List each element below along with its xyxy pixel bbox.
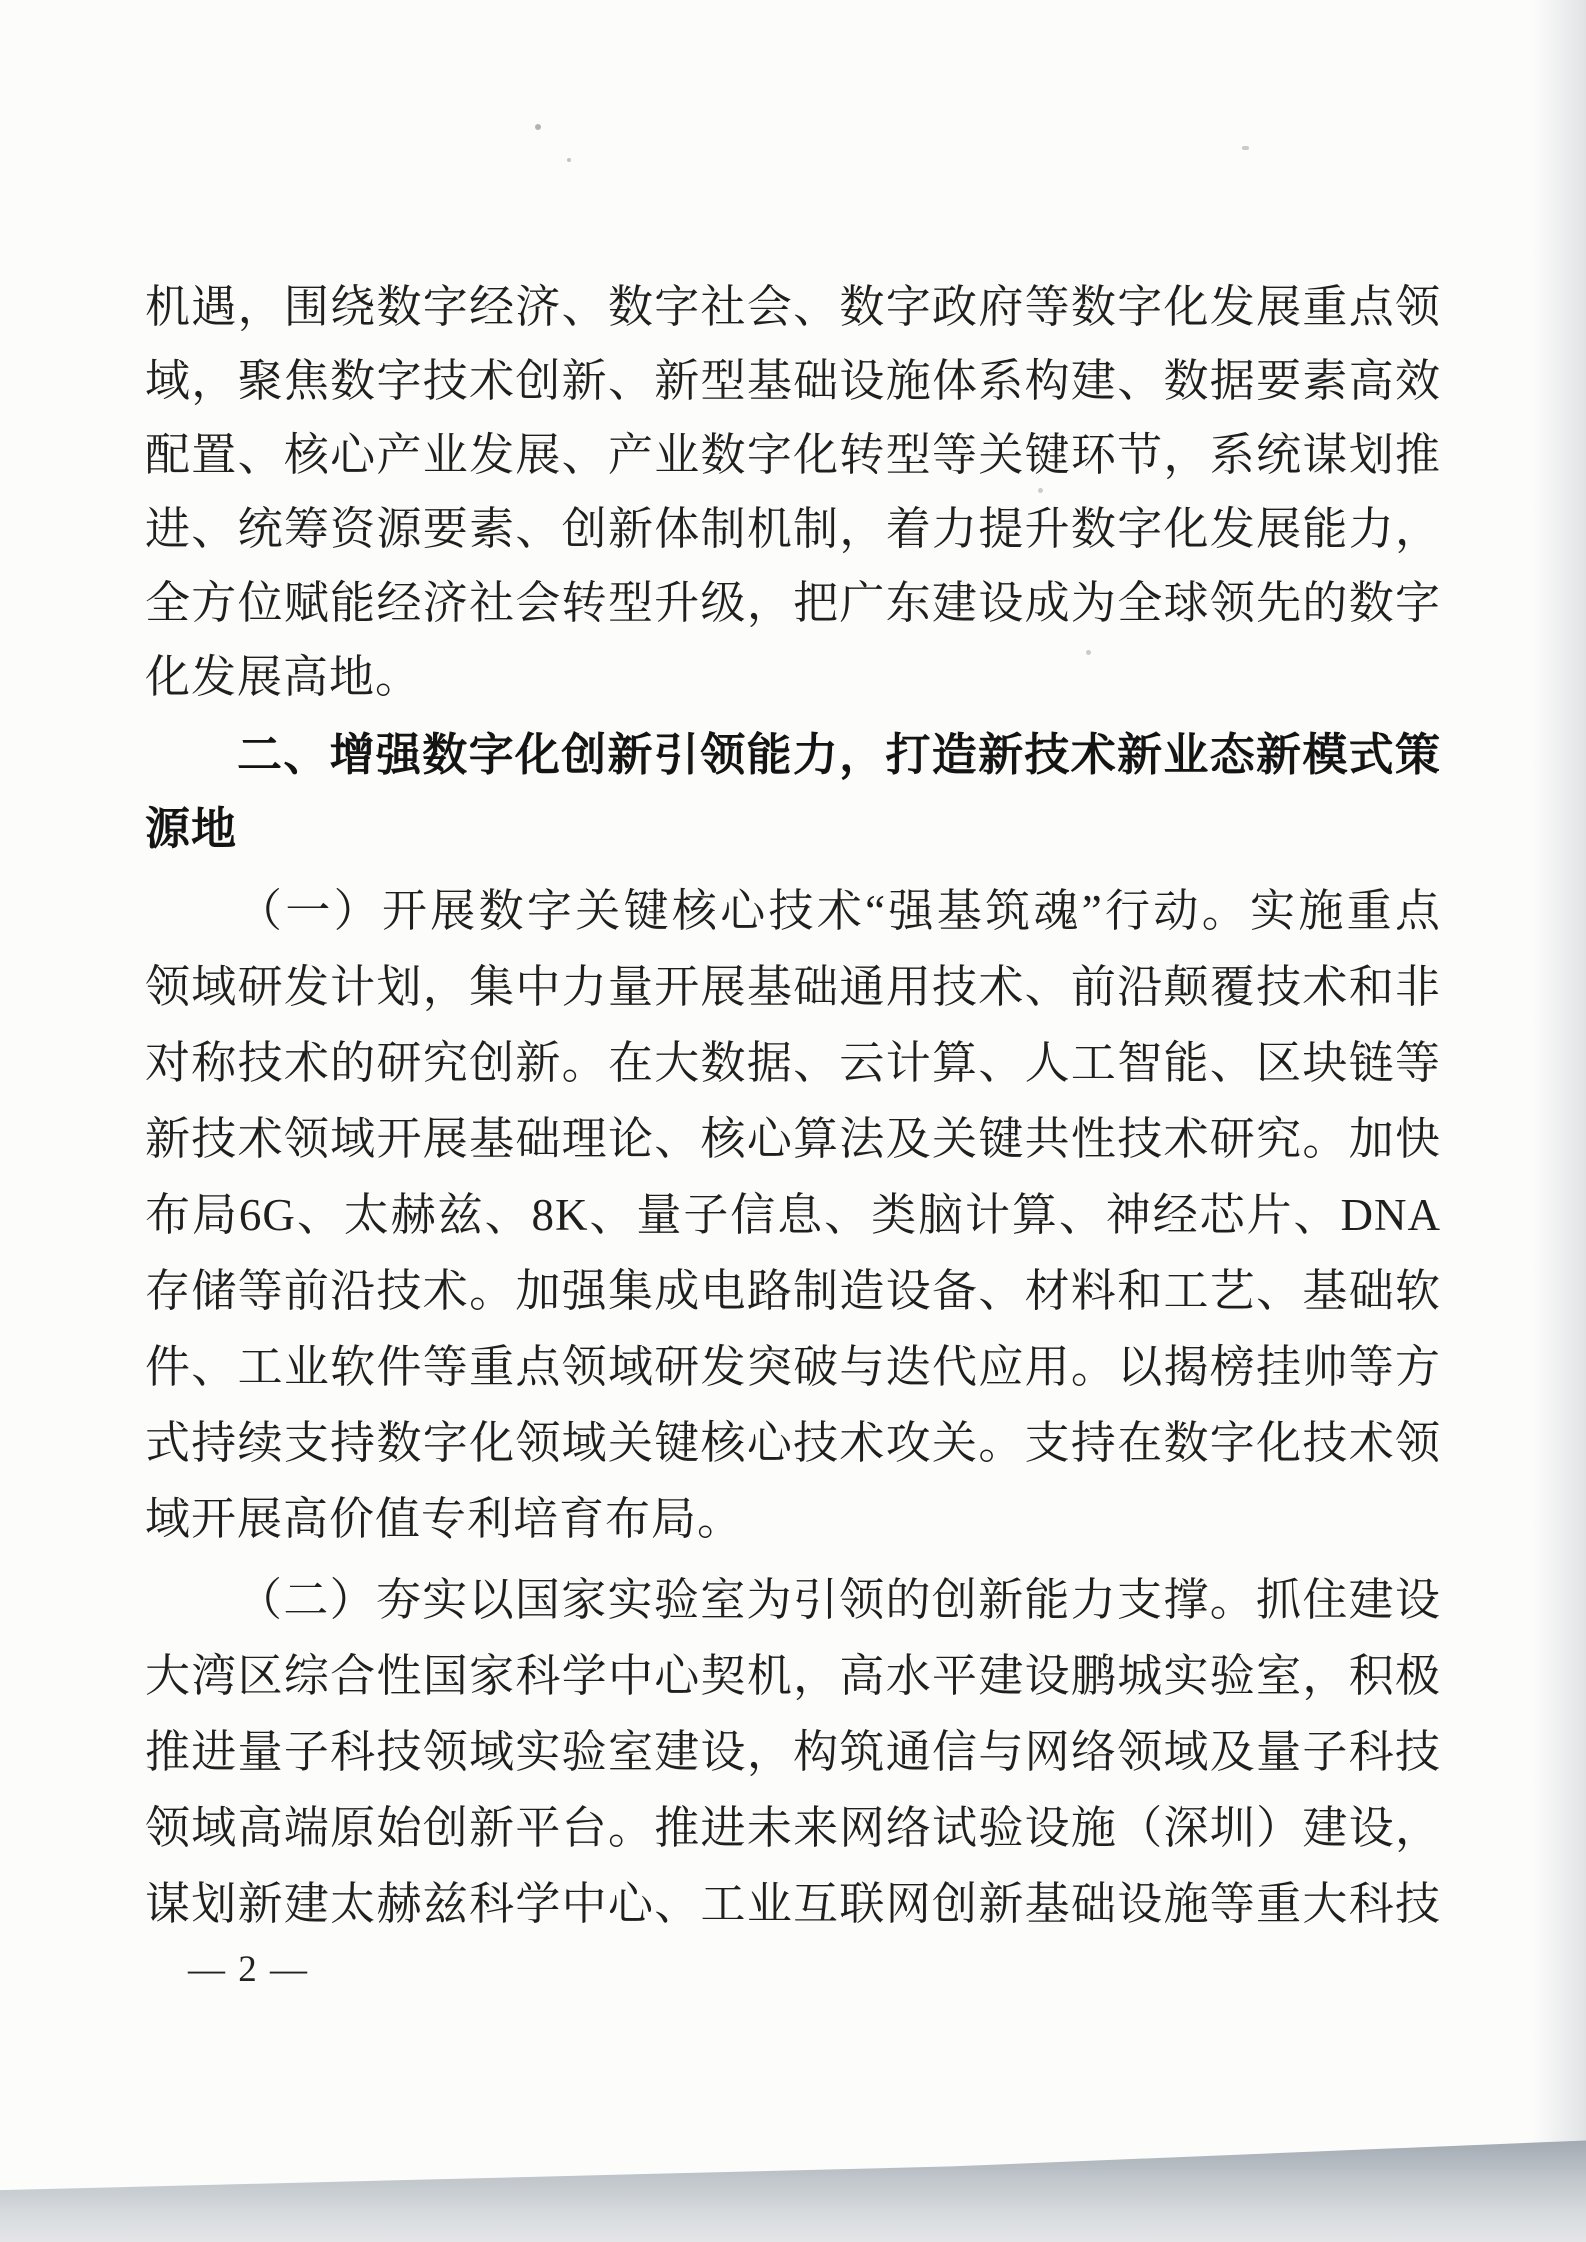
section-heading-line: 二、增强数字化创新引领能力，打造新技术新业态新模式策 bbox=[237, 729, 1441, 780]
scan-speck bbox=[535, 124, 541, 130]
body-text-line: 机遇，围绕数字经济、数字社会、数字政府等数字化发展重点领 bbox=[145, 282, 1441, 332]
scan-speck bbox=[1038, 488, 1043, 493]
body-text-line: 件、工业软件等重点领域研发突破与迭代应用。以揭榜挂帅等方 bbox=[145, 1342, 1441, 1392]
body-text-line: 域，聚焦数字技术创新、新型基础设施体系构建、数据要素高效 bbox=[145, 356, 1441, 406]
body-text-line: 存储等前沿技术。加强集成电路制造设备、材料和工艺、基础软 bbox=[145, 1266, 1441, 1316]
item-one-lead-rest: 实施重点 bbox=[1250, 886, 1441, 936]
body-text-line: 进、统筹资源要素、创新体制机制，着力提升数字化发展能力， bbox=[145, 504, 1441, 554]
page-number: — 2 — bbox=[188, 1949, 309, 1990]
item-one-lead: （一）开展数字关键核心技术“强基筑魂”行动。 bbox=[237, 886, 1251, 936]
body-text-line: 新技术领域开展基础理论、核心算法及关键共性技术研究。加快 bbox=[145, 1114, 1441, 1164]
intro-paragraph bbox=[145, 270, 1441, 714]
item-two-lead: （二）夯实以国家实验室为引领的创新能力支撑。 bbox=[237, 1575, 1257, 1625]
body-text-line: 布局6G、太赫兹、8K、量子信息、类脑计算、神经芯片、DNA bbox=[145, 1190, 1441, 1240]
scan-speck bbox=[1086, 650, 1091, 655]
scan-speck bbox=[1242, 146, 1249, 150]
body-text-line bbox=[145, 873, 1441, 949]
body-text-line: 领域研发计划，集中力量开展基础通用技术、前沿颠覆技术和非 bbox=[145, 962, 1441, 1012]
bottom-scan-band bbox=[0, 2134, 1586, 2242]
body-text-line: 化发展高地。 bbox=[145, 652, 422, 702]
body-text-line: 域开展高价值专利培育布局。 bbox=[145, 1494, 744, 1544]
scan-speck bbox=[567, 158, 571, 162]
body-text-line: 全方位赋能经济社会转型升级，把广东建设成为全球领先的数字 bbox=[145, 578, 1441, 628]
section-heading-line: 源地 bbox=[145, 803, 238, 854]
body-text-line: 配置、核心产业发展、产业数字化转型等关键环节，系统谋划推 bbox=[145, 430, 1441, 480]
item-two-lead-rest: 抓住建设 bbox=[1256, 1575, 1441, 1625]
body-text-line: 式持续支持数字化领域关键核心技术攻关。支持在数字化技术领 bbox=[145, 1418, 1441, 1468]
body-text-line: 推进量子科技领域实验室建设，构筑通信与网络领域及量子科技 bbox=[145, 1727, 1441, 1777]
item-one-paragraph bbox=[145, 873, 1441, 1557]
item-two-paragraph bbox=[145, 1562, 1441, 1942]
body-text-line: 大湾区综合性国家科学中心契机，高水平建设鹏城实验室，积极 bbox=[145, 1651, 1441, 1701]
body-text-line: 领域高端原始创新平台。推进未来网络试验设施（深圳）建设， bbox=[145, 1803, 1441, 1853]
body-text-line bbox=[145, 1562, 1441, 1638]
page-edge-shadow bbox=[1532, 0, 1586, 2242]
body-text-line: 对称技术的研究创新。在大数据、云计算、人工智能、区块链等 bbox=[145, 1038, 1441, 1088]
body-text-line: 谋划新建太赫兹科学中心、工业互联网创新基础设施等重大科技 bbox=[145, 1879, 1441, 1929]
section-heading bbox=[145, 718, 1441, 866]
